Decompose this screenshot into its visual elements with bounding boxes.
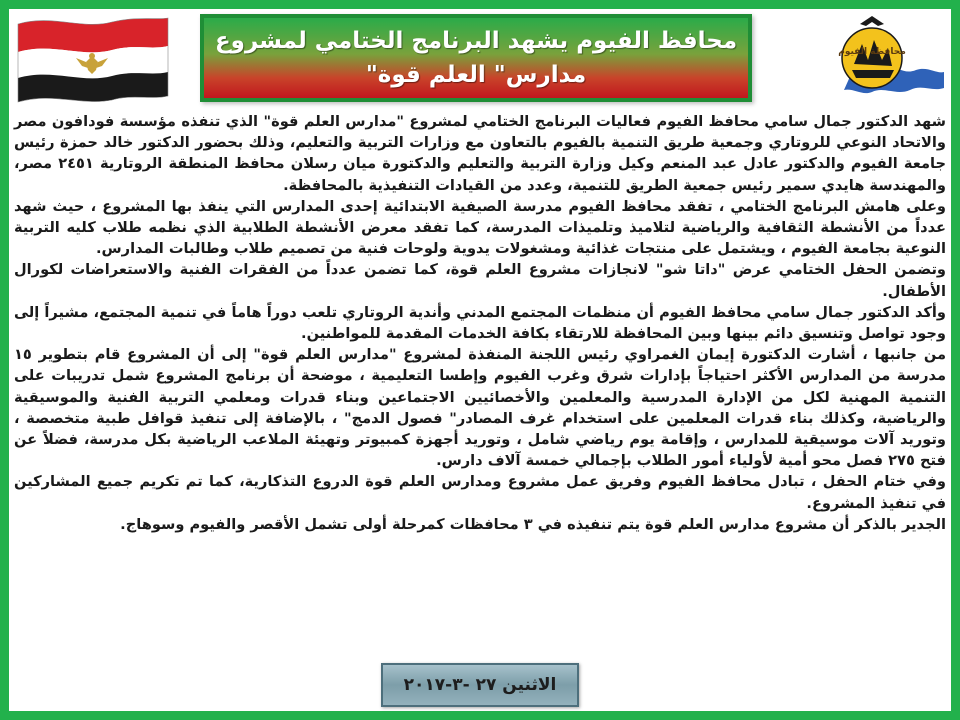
title-line-1: محافظ الفيوم يشهد البرنامج الختامي لمشروع: [214, 28, 738, 54]
article-paragraph-2: وعلى هامش البرنامج الختامي ، تفقد محافظ الفيوم مدرسة الصيفية الابتدائية إحدى المدارس التي ينفذ بها المشروع ، حيث شهد عدداً من الأنشطة الثقافية والرياضية لتلاميذ وتلميذات المدرسة، كما تفقد معرض الأنشطة الطلابية الذي نظمه طلاب كليه التربية النوعية بجامعة الفيوم ، ويشتمل على منتجات غذائية ومشغولات يدوية ولوحات فنية من تصميم طلاب وطالبات المدارس.: [14, 197, 946, 258]
title-banner: [200, 14, 752, 102]
article-paragraph-3: وتضمن الحفل الختامي عرض "داتا شو" لانجازات مشروع العلم قوة، كما تضمن عدداً من الفقرات الفنية والاستعراضات لكورال الأطفال.: [14, 261, 946, 300]
egypt-flag-icon: [12, 12, 172, 104]
date-box: [381, 663, 579, 707]
title-line-2: مدارس" العلم قوة": [365, 62, 587, 88]
fayoum-governorate-logo-icon: [832, 14, 948, 108]
article-paragraph-5: من جانبها ، أشارت الدكتورة إيمان الغمراوي رئيس اللجنة المنفذة لمشروع "مدارس العلم قوة" إلى أن المشروع قام بتطوير ١٥ مدرسة من المدارس الأكثر احتياجاً بإدارات شرق وغرب الفيوم وإطسا التعليمية ، موضحة أن برنامج المشروع شمل تدريبات على التنمية المهنية لكل من الإدارة المدرسية والمعلمين والأخصائيين الاجتماعين وبناء قدرات ومعلمي التربية الفنية والموسيقية والرياضية، وكذلك بناء قدرات المعلمين على استخدام غرف المصادر" فصول الدمج" ، بالإضافة إلى تنفيذ قوافل طبية متخصصة ، وتوريد آلات موسيقية للمدارس ، وإقامة يوم رياضي شامل ، وتوريد أجهزة كمبيوتر وتهيئة الملاعب الرياضية بكل مدرسة، فضلاً عن فتح ٢٧٥ فصل محو أمية لأولياء أمور الطلاب بإجمالي خمسة آلاف دارس.: [14, 346, 946, 470]
article-paragraph-1: شهد الدكتور جمال سامي محافظ الفيوم فعاليات البرنامج الختامي لمشروع "مدارس العلم قوة" الذي تنفذه مؤسسة فودافون مصر والاتحاد النوعي للروتاري وجمعية طريق التنمية بالفيوم بالتعاون مع وزارات التربية والتعليم، وذلك بحضور الدكتور خالد حمزة رئيس جامعة الفيوم والدكتور عادل عبد المنعم وكيل وزارة التربية والتعليم والدكتورة ميان رسلان محافظ المنطقة الروتارية ٢٤٥١ مصر، والمهندسة هايدي سمير رئيس جمعية الطريق للتنمية، وعدد من القيادات التنفيذية بالمحافظة.: [14, 113, 946, 194]
article-paragraph-4: وأكد الدكتور جمال سامي محافظ الفيوم أن منظمات المجتمع المدني وأندية الروتاري تلعب دوراً هاماً في تنمية المجتمع، مشيراً إلى وجود تواصل وتنسيق دائم بينها وبين المحافظة للارتقاء بكافة الخدمات المقدمة للمواطنين.: [14, 303, 946, 343]
article-paragraph-7: الجدير بالذكر أن مشروع مدارس العلم قوة يتم تنفيذه في ٣ محافظات كمرحلة أولى تشمل الأقصر والفيوم وسوهاج.: [120, 515, 946, 533]
logo-text: محافظة الفيوم: [838, 47, 906, 57]
article-body: [14, 111, 946, 641]
publish-date: الاثنين ٢٧ -٣-٢٠١٧: [403, 675, 557, 695]
article-paragraph-6: وفي ختام الحفل ، تبادل محافظ الفيوم وفريق عمل مشروع ومدارس العلم قوة الدروع التذكارية، كما تم تكريم جميع المشاركين في تنفيذ المشروع.: [14, 473, 946, 512]
